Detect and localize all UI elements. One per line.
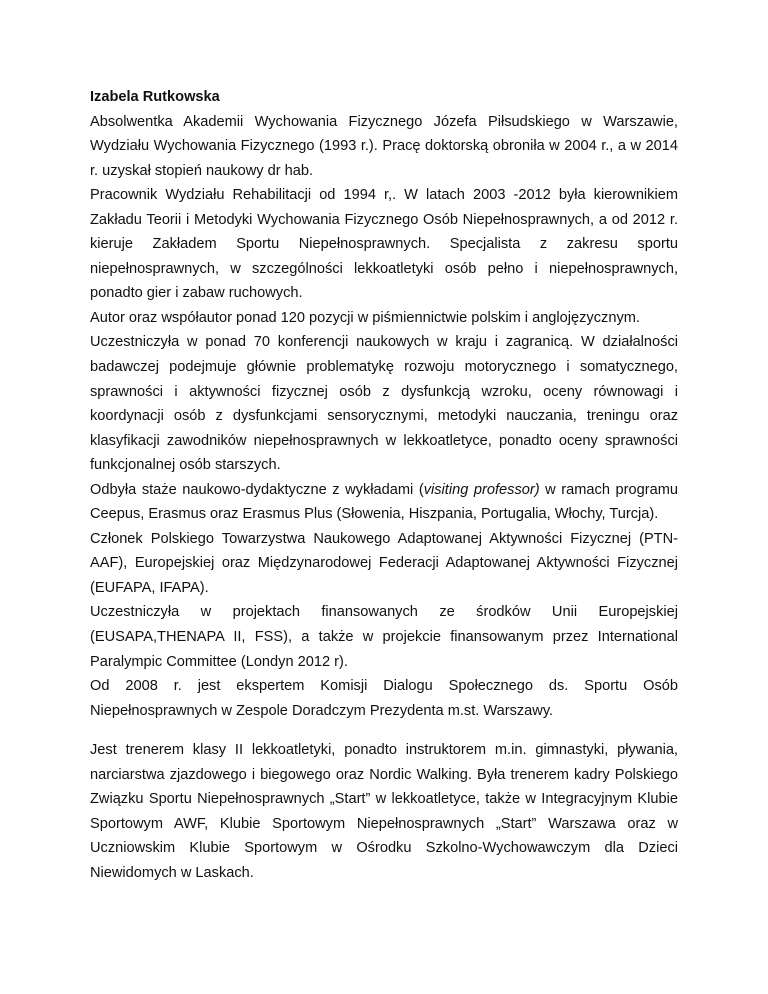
paragraph-expert: Od 2008 r. jest ekspertem Komisji Dialogu Społecznego ds. Sportu Osób Niepełnosprawnych w Zespole Doradczym Prezydenta m.st. Warszawy. [90, 678, 678, 719]
person-name: Izabela Rutkowska [90, 89, 220, 105]
internships-text-start: Odbyła staże naukowo-dydaktyczne z wykładami ( [90, 481, 424, 498]
internships-text-end: w ramach programu Ceepus, Erasmus oraz Erasmus Plus (Słowenia, Hiszpania, Portugalia, Włochy, Turcja). [90, 481, 678, 523]
paragraph-research: Uczestniczyła w ponad 70 konferencji naukowych w kraju i zagranicą. W działalności badawczej podejmuje głównie problematykę rozwoju motorycznego i somatycznego, sprawności i aktywności fizycznej osób z dysfunkcją wzroku, oceny równowagi i koordynacji osób z dysfunkcjami sensorycznymi, metodyki nauczania, treningu oraz klasyfikacji zawodników niepełnosprawnych w lekkoatletyce, ponadto oceny sprawności funkcjonalnej osób starszych. [90, 334, 678, 474]
paragraph-membership: Członek Polskiego Towarzystwa Naukowego Adaptowanej Aktywności Fizycznej (PTN-AAF), Europejskiej oraz Międzynarodowej Federacji Adaptowanej Aktywności Fizycznej (EUFAPA, IFAPA). [90, 530, 678, 596]
paragraph-publications: Autor oraz współautor ponad 120 pozycji w piśmiennictwie polskim i anglojęzycznym. [90, 309, 640, 326]
document-page [90, 85, 678, 886]
paragraph-education: Absolwentka Akademii Wychowania Fizycznego Józefa Piłsudskiego w Warszawie, Wydziału Wychowania Fizycznego (1993 r.). Pracę doktorską obroniła w 2004 r., a w 2014 r. uzyskał stopień naukowy dr hab. [90, 113, 678, 179]
paragraph-projects: Uczestniczyła w projektach finansowanych ze środków Unii Europejskiej (EUSAPA,THENAPA II, FSS), a także w projekcie finansowanym przez International Paralympic Committee (Londyn 2012 r). [90, 604, 678, 670]
paragraph-coaching: Jest trenerem klasy II lekkoatletyki, ponadto instruktorem m.in. gimnastyki, pływania, narciarstwa zjazdowego i biegowego oraz Nordic Walking. Była trenerem kadry Polskiego Związku Sportu Niepełnosprawnych „Start” w lekkoatletyce, także w Integracyjnym Klubie Sportowym AWF, Klubie Sportowym Niepełnosprawnych „Start” Warszawa oraz w Uczniowskim Klubie Sportowym w Ośrodku Szkolno-Wychowawczym dla Dzieci Niewidomych w Laskach. [90, 742, 678, 881]
paragraph-internships [90, 478, 678, 527]
paragraph-spacer [90, 723, 678, 738]
paragraph-employment: Pracownik Wydziału Rehabilitacji od 1994 r,. W latach 2003 -2012 była kierownikiem Zakładu Teorii i Metodyki Wychowania Fizycznego Osób Niepełnosprawnych, a od 2012 r. kieruje Zakładem Sportu Niepełnosprawnych. Specjalista z zakresu sportu niepełnosprawnych, w szczególności lekkoatletyki osób pełno i niepełnosprawnych, ponadto gier i zabaw ruchowych. [90, 187, 678, 302]
internships-italic: visiting professor) [423, 481, 540, 498]
